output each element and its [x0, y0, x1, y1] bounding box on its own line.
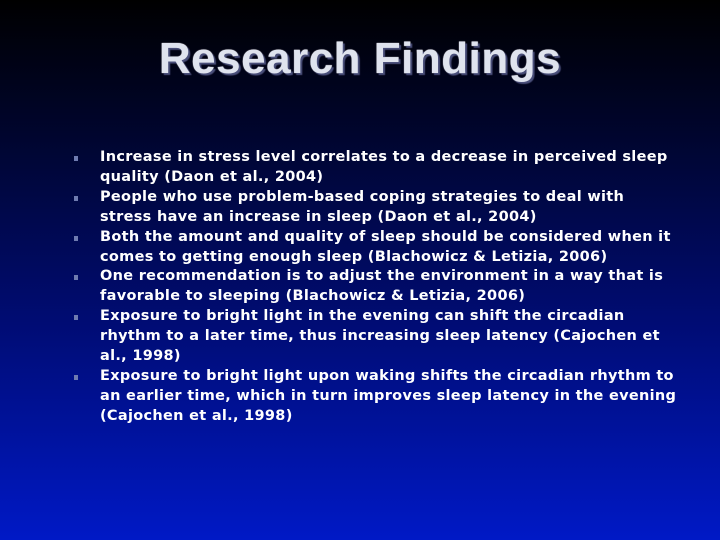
bullet-text: Exposure to bright light in the evening can shift the circadian rhythm to a later time, thus increasing sleep latency (Cajochen et al., 1998) — [100, 308, 660, 365]
bullet-text: Increase in stress level correlates to a decrease in perceived sleep quality (Daon et al., 2004) — [100, 149, 668, 185]
bullet-item — [68, 307, 678, 367]
bullet-marker-icon — [74, 275, 78, 280]
bullet-item — [68, 228, 678, 268]
bullet-text: One recommendation is to adjust the environment in a way that is favorable to sleeping (Blachowicz & Letizia, 2006) — [100, 268, 664, 305]
bullet-marker-icon — [74, 375, 78, 380]
bullet-marker-icon — [74, 156, 78, 161]
bullet-text: Exposure to bright light upon waking shifts the circadian rhythm to an earlier time, which in turn improves sleep latency in the evening (Cajochen et al., 1998) — [100, 367, 677, 424]
bullet-text: Both the amount and quality of sleep should be considered when it comes to getting enough sleep (Blachowicz & Letizia, 2006) — [100, 228, 671, 265]
bullet-marker-icon — [74, 196, 78, 201]
bullet-marker-icon — [74, 315, 78, 320]
bullet-item — [68, 367, 678, 427]
bullet-marker-icon — [74, 236, 78, 241]
bullet-text: People who use problem-based coping strategies to deal with stress have an increase in sleep (Daon et al., 2004) — [100, 188, 625, 225]
bullet-item — [68, 188, 678, 228]
slide-title: Research Findings — [158, 34, 562, 83]
bullet-list — [68, 148, 678, 427]
bullet-item — [68, 148, 678, 188]
bullet-item — [68, 267, 678, 307]
